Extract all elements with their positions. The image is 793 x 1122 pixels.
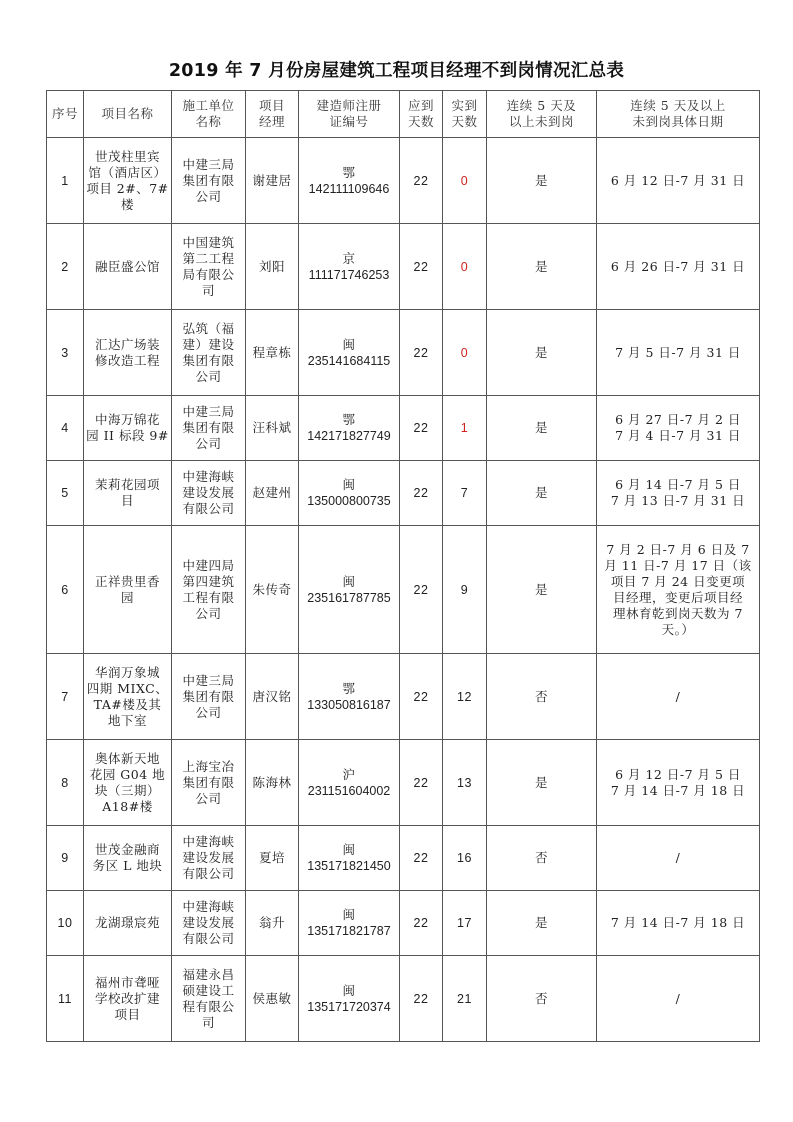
cert-province: 闽 xyxy=(342,842,356,857)
cell-due-days: 22 xyxy=(400,740,443,826)
table-row xyxy=(47,956,760,1042)
cell-index: 2 xyxy=(47,224,84,310)
table-row xyxy=(47,654,760,740)
table-row xyxy=(47,396,760,461)
header-actual-days: 实到 天数 xyxy=(443,91,487,138)
cert-number: 142111109646 xyxy=(308,181,390,196)
cell-actual-days: 0 xyxy=(443,310,487,396)
cell-company: 中建海峡 建设发展 有限公司 xyxy=(172,826,246,891)
cell-absence-dates: 7 月 14 日-7 月 18 日 xyxy=(597,891,760,956)
header-absence-dates: 连续 5 天及以上 未到岗具体日期 xyxy=(597,91,760,138)
cert-number: 235141684115 xyxy=(307,353,391,368)
cell-consecutive-absence: 是 xyxy=(487,138,597,224)
cell-due-days: 22 xyxy=(400,224,443,310)
cert-province: 鄂 xyxy=(342,680,356,696)
table-row xyxy=(47,138,760,224)
page-title: 2019 年 7 月份房屋建筑工程项目经理不到岗情况汇总表 xyxy=(168,61,625,81)
cert-province: 闽 xyxy=(342,477,356,492)
cell-company: 弘筑（福 建）建设 集团有限 公司 xyxy=(172,310,246,396)
cell-cert xyxy=(299,956,400,1042)
cell-index: 5 xyxy=(47,461,84,526)
cert-number: 135171821450 xyxy=(307,859,391,873)
cell-company: 中建海峡 建设发展 有限公司 xyxy=(172,891,246,956)
cell-manager: 翁升 xyxy=(246,891,299,956)
cell-cert xyxy=(299,138,400,224)
cell-absence-dates: / xyxy=(597,654,760,740)
cell-due-days: 22 xyxy=(400,396,443,461)
cell-index: 8 xyxy=(47,740,84,826)
cell-manager: 谢建居 xyxy=(246,138,299,224)
cell-cert xyxy=(299,224,400,310)
cell-company: 中建海峡 建设发展 有限公司 xyxy=(172,461,246,526)
cell-project-name: 茉莉花园项 目 xyxy=(84,461,172,526)
cell-company: 中建四局 第四建筑 工程有限 公司 xyxy=(172,526,246,654)
cert-number: 135000800735 xyxy=(307,494,391,508)
cell-cert xyxy=(299,526,400,654)
cell-actual-days: 0 xyxy=(443,138,487,224)
cell-index: 9 xyxy=(47,826,84,891)
cert-province: 沪 xyxy=(342,766,356,782)
cell-absence-dates: / xyxy=(597,826,760,891)
cell-project-name: 汇达广场装 修改造工程 xyxy=(84,310,172,396)
cert-number: 133050816187 xyxy=(307,697,391,712)
cell-project-name: 中海万锦花 园 II 标段 9# xyxy=(84,396,172,461)
cell-project-name: 福州市聋哑 学校改扩建 项目 xyxy=(84,956,172,1042)
cell-due-days: 22 xyxy=(400,461,443,526)
cell-company: 中建三局 集团有限 公司 xyxy=(172,396,246,461)
table-row xyxy=(47,826,760,891)
cell-project-name: 龙湖璟宸苑 xyxy=(84,891,172,956)
cert-number: 135171720374 xyxy=(307,999,391,1014)
cell-manager: 汪科斌 xyxy=(246,396,299,461)
cell-project-name: 世茂柱里宾 馆（酒店区） 项目 2#、7# 楼 xyxy=(84,138,172,224)
cell-absence-dates: 6 月 14 日-7 月 5 日 7 月 13 日-7 月 31 日 xyxy=(597,461,760,526)
cert-province: 闽 xyxy=(342,982,356,998)
cell-absence-dates: 6 月 26 日-7 月 31 日 xyxy=(597,224,760,310)
cell-due-days: 22 xyxy=(400,891,443,956)
cell-actual-days: 17 xyxy=(443,891,487,956)
cell-cert xyxy=(299,654,400,740)
table-header-row xyxy=(47,91,760,138)
header-project: 项目名称 xyxy=(84,91,172,138)
cell-manager: 唐汉铭 xyxy=(246,654,299,740)
cert-province: 京 xyxy=(342,250,356,266)
cell-manager: 程章栋 xyxy=(246,310,299,396)
cell-consecutive-absence: 否 xyxy=(487,654,597,740)
cell-actual-days: 0 xyxy=(443,224,487,310)
table-row xyxy=(47,740,760,826)
cert-number: 135171821787 xyxy=(307,924,391,938)
cell-index: 3 xyxy=(47,310,84,396)
cell-actual-days: 13 xyxy=(443,740,487,826)
cert-province: 闽 xyxy=(342,907,356,922)
cell-project-name: 正祥贵里香 园 xyxy=(84,526,172,654)
cell-manager: 刘阳 xyxy=(246,224,299,310)
cell-absence-dates: 6 月 12 日-7 月 31 日 xyxy=(597,138,760,224)
cell-absence-dates: 7 月 5 日-7 月 31 日 xyxy=(597,310,760,396)
cell-consecutive-absence: 是 xyxy=(487,310,597,396)
cell-cert xyxy=(299,310,400,396)
cert-province: 闽 xyxy=(342,573,356,589)
cell-project-name: 华润万象城 四期 MIXC、 TA#楼及其 地下室 xyxy=(84,654,172,740)
cell-index: 11 xyxy=(47,956,84,1042)
cell-consecutive-absence: 是 xyxy=(487,224,597,310)
cert-number: 231151604002 xyxy=(307,783,391,798)
cell-absence-dates: 7 月 2 日-7 月 6 日及 7 月 11 日-7 月 17 日（该 项目 7 月 24 日变更项 目经理，变更后项目经 理林育乾到岗天数为 7 天。） xyxy=(597,526,760,654)
cell-consecutive-absence: 是 xyxy=(487,891,597,956)
cell-index: 4 xyxy=(47,396,84,461)
cell-cert xyxy=(299,826,400,891)
cell-actual-days: 16 xyxy=(443,826,487,891)
cert-province: 鄂 xyxy=(342,412,356,427)
cell-index: 7 xyxy=(47,654,84,740)
cell-index: 6 xyxy=(47,526,84,654)
cell-due-days: 22 xyxy=(400,654,443,740)
cell-due-days: 22 xyxy=(400,526,443,654)
cert-number: 142171827749 xyxy=(307,429,391,443)
cell-absence-dates: 6 月 27 日-7 月 2 日 7 月 4 日-7 月 31 日 xyxy=(597,396,760,461)
cell-manager: 朱传奇 xyxy=(246,526,299,654)
cert-number: 235161787785 xyxy=(307,590,391,605)
cell-actual-days: 1 xyxy=(443,396,487,461)
cell-manager: 陈海林 xyxy=(246,740,299,826)
header-index: 序号 xyxy=(47,91,84,138)
summary-table xyxy=(46,90,760,1042)
header-consecutive-absence: 连续 5 天及 以上未到岗 xyxy=(487,91,597,138)
table-row xyxy=(47,891,760,956)
cert-province: 闽 xyxy=(342,336,356,352)
cell-due-days: 22 xyxy=(400,310,443,396)
cell-manager: 夏培 xyxy=(246,826,299,891)
cell-actual-days: 7 xyxy=(443,461,487,526)
cell-actual-days: 9 xyxy=(443,526,487,654)
header-company: 施工单位 名称 xyxy=(172,91,246,138)
cell-manager: 侯惠敏 xyxy=(246,956,299,1042)
cell-company: 中国建筑 第二工程 局有限公 司 xyxy=(172,224,246,310)
cert-province: 鄂 xyxy=(342,164,356,180)
cell-due-days: 22 xyxy=(400,956,443,1042)
header-manager: 项目 经理 xyxy=(246,91,299,138)
cell-cert xyxy=(299,740,400,826)
cell-consecutive-absence: 是 xyxy=(487,740,597,826)
header-cert: 建造师注册 证编号 xyxy=(299,91,400,138)
cell-consecutive-absence: 是 xyxy=(487,396,597,461)
cell-actual-days: 12 xyxy=(443,654,487,740)
cert-number: 111171746253 xyxy=(308,267,390,282)
cell-consecutive-absence: 是 xyxy=(487,526,597,654)
cell-absence-dates: / xyxy=(597,956,760,1042)
cell-index: 10 xyxy=(47,891,84,956)
cell-company: 上海宝冶 集团有限 公司 xyxy=(172,740,246,826)
cell-due-days: 22 xyxy=(400,826,443,891)
cell-project-name: 世茂金融商 务区 L 地块 xyxy=(84,826,172,891)
cell-consecutive-absence: 否 xyxy=(487,826,597,891)
cell-actual-days: 21 xyxy=(443,956,487,1042)
table-row xyxy=(47,310,760,396)
cell-project-name: 奥体新天地 花园 G04 地 块（三期） A18#楼 xyxy=(84,740,172,826)
table-row xyxy=(47,224,760,310)
cell-company: 中建三局 集团有限 公司 xyxy=(172,138,246,224)
cell-consecutive-absence: 是 xyxy=(487,461,597,526)
header-due-days: 应到 天数 xyxy=(400,91,443,138)
cell-consecutive-absence: 否 xyxy=(487,956,597,1042)
cell-due-days: 22 xyxy=(400,138,443,224)
cell-index: 1 xyxy=(47,138,84,224)
cell-company: 中建三局 集团有限 公司 xyxy=(172,654,246,740)
cell-company: 福建永昌 硕建设工 程有限公 司 xyxy=(172,956,246,1042)
table-row xyxy=(47,526,760,654)
cell-cert xyxy=(299,461,400,526)
cell-cert xyxy=(299,891,400,956)
cell-project-name: 融臣盛公馆 xyxy=(84,224,172,310)
cell-absence-dates: 6 月 12 日-7 月 5 日 7 月 14 日-7 月 18 日 xyxy=(597,740,760,826)
table-row xyxy=(47,461,760,526)
cell-cert xyxy=(299,396,400,461)
cell-manager: 赵建州 xyxy=(246,461,299,526)
